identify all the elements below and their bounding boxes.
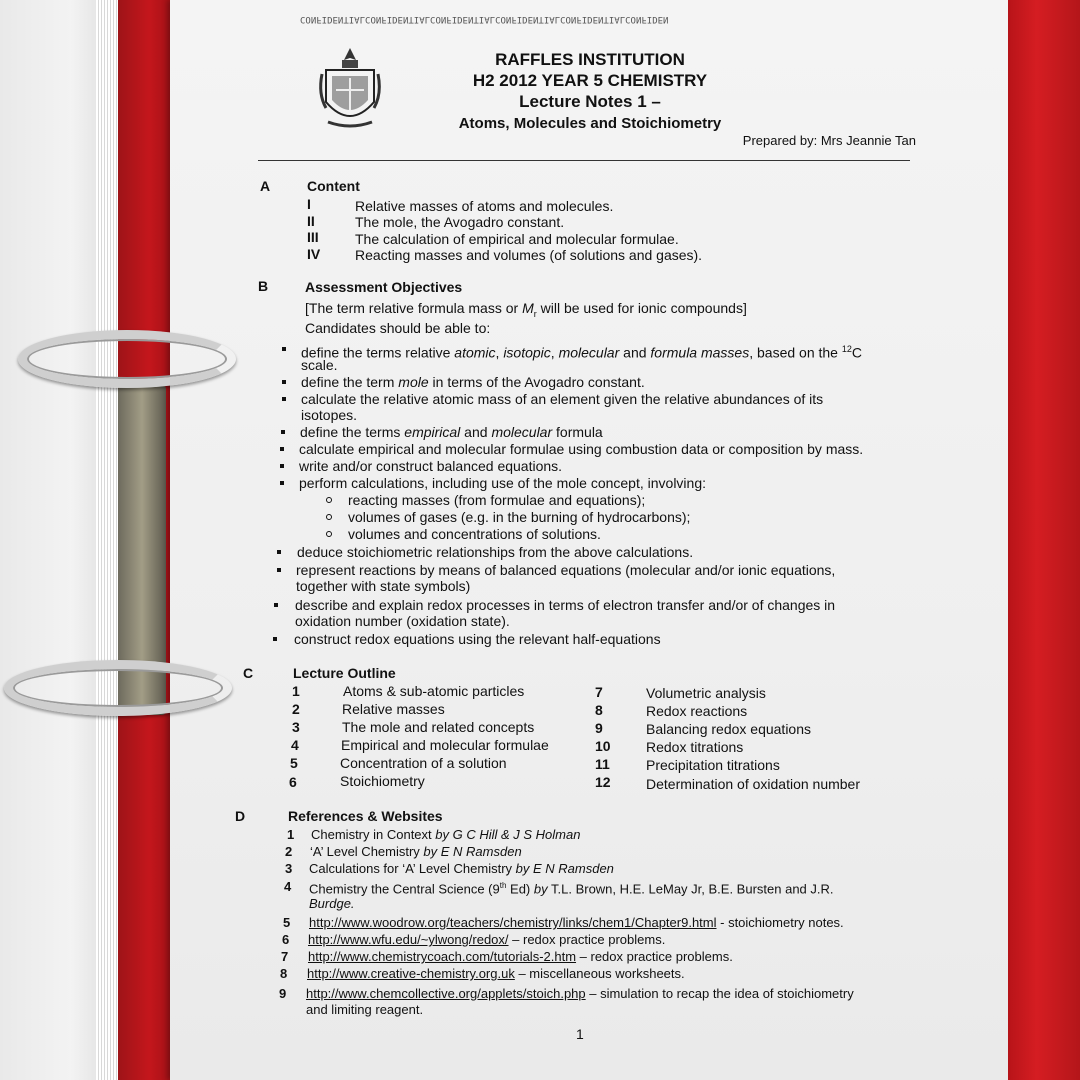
bullet bbox=[277, 550, 281, 554]
outline-num: 12 bbox=[595, 774, 611, 790]
objective-5: calculate empirical and molecular formulae using combustion data or composition by mass. bbox=[299, 441, 864, 457]
bullet bbox=[282, 397, 286, 401]
formula-mass-note: [The term relative formula mass or $M_r$ will be used for ionic compounds] bbox=[305, 300, 747, 319]
reference-6-link[interactable]: http://www.wfu.edu/~ylwong/redox/ bbox=[308, 932, 509, 947]
outline-item: Concentration of a solution bbox=[340, 755, 507, 771]
reference-1: Chemistry in Context by G C Hill & J S Holman bbox=[311, 827, 581, 842]
binder-ring-top bbox=[18, 330, 236, 388]
lecture-notes-title: Lecture Notes 1 – bbox=[519, 92, 661, 111]
objective-8: deduce stoichiometric relationships from the above calculations. bbox=[297, 544, 694, 560]
sub-bullet bbox=[326, 531, 332, 537]
confidential-stamp: CONFIDENTIALCONFIDENTIALCONFIDENTIALCONFIDENTIALCONFIDENTIALCONFIDEN bbox=[300, 14, 669, 24]
content-item: The mole, the Avogadro constant. bbox=[355, 214, 565, 230]
reference-4-cont: Burdge. bbox=[309, 896, 355, 911]
page-number: 1 bbox=[576, 1026, 584, 1042]
reference-num: 3 bbox=[285, 861, 293, 876]
objective-2: define the term mole in terms of the Avogadro constant. bbox=[301, 374, 645, 390]
reference-2: ‘A’ Level Chemistry by E N Ramsden bbox=[310, 844, 522, 859]
content-item: Relative masses of atoms and molecules. bbox=[355, 198, 614, 214]
outline-num: 11 bbox=[595, 756, 610, 772]
binder-cover-right bbox=[1008, 0, 1080, 1080]
outline-num: 3 bbox=[292, 719, 300, 735]
binder-ring-bottom bbox=[4, 660, 232, 716]
outline-item: Redox reactions bbox=[646, 703, 748, 719]
outline-item: Volumetric analysis bbox=[646, 685, 766, 701]
objective-1: define the terms relative atomic, isotopic, molecular and formula masses, based on the $^{12}$C bbox=[301, 344, 862, 361]
objective-9-cont: together with state symbols) bbox=[296, 578, 471, 594]
objective-11: construct redox equations using the relevant half-equations bbox=[294, 631, 661, 647]
outline-item: Redox titrations bbox=[646, 739, 744, 755]
outline-num: 7 bbox=[595, 684, 603, 700]
outline-num: 1 bbox=[292, 683, 300, 699]
content-item: Reacting masses and volumes (of solutions and gases). bbox=[355, 247, 703, 263]
bullet bbox=[282, 380, 286, 384]
bullet bbox=[280, 464, 284, 468]
bullet bbox=[282, 347, 286, 351]
bullet bbox=[273, 637, 277, 641]
outline-item: Stoichiometry bbox=[340, 773, 425, 789]
reference-num: 2 bbox=[285, 844, 293, 859]
outline-item: The mole and related concepts bbox=[342, 719, 535, 735]
reference-4: Chemistry the Central Science (9th Ed) by T.L. Brown, H.E. LeMay Jr, B.E. Bursten and J.R. bbox=[309, 881, 834, 897]
reference-9-cont: and limiting reagent. bbox=[306, 1002, 424, 1017]
section-c-letter: C bbox=[243, 665, 254, 681]
objective-7: perform calculations, including use of the mole concept, involving: bbox=[299, 475, 706, 491]
outline-num: 2 bbox=[292, 701, 300, 717]
bullet bbox=[280, 447, 284, 451]
reference-num: 6 bbox=[282, 932, 290, 947]
section-a-letter: A bbox=[260, 178, 271, 194]
content-item-num: II bbox=[307, 213, 315, 229]
outline-item: Precipitation titrations bbox=[646, 757, 780, 773]
topic-title: Atoms, Molecules and Stoichiometry bbox=[458, 115, 722, 132]
outline-item: Determination of oxidation number bbox=[646, 776, 861, 792]
section-d-title: References & Websites bbox=[288, 808, 443, 824]
reference-num: 8 bbox=[280, 966, 288, 981]
objective-3-cont: isotopes. bbox=[301, 407, 358, 423]
section-d-letter: D bbox=[235, 808, 246, 824]
bullet bbox=[277, 568, 281, 572]
reference-7-link[interactable]: http://www.chemistrycoach.com/tutorials-2.htm bbox=[308, 949, 577, 964]
section-a-title: Content bbox=[307, 178, 360, 194]
objective-7-sub-1: reacting masses (from formulae and equations); bbox=[348, 492, 646, 508]
reference-7: http://www.chemistrycoach.com/tutorials-2.htm – redox practice problems. bbox=[308, 949, 733, 964]
objective-4: define the terms empirical and molecular formula bbox=[300, 424, 603, 440]
objective-6: write and/or construct balanced equations. bbox=[299, 458, 563, 474]
reference-9-link[interactable]: http://www.chemcollective.org/applets/stoich.php bbox=[306, 986, 586, 1001]
outline-num: 5 bbox=[290, 755, 298, 771]
reference-5: http://www.woodrow.org/teachers/chemistry/links/chem1/Chapter9.html - stoichiometry notes. bbox=[309, 915, 844, 930]
document-page bbox=[170, 0, 1008, 1080]
outline-item: Empirical and molecular formulae bbox=[341, 737, 549, 753]
outline-item: Relative masses bbox=[342, 701, 445, 717]
content-item-num: I bbox=[307, 196, 311, 212]
objective-10-cont: oxidation number (oxidation state). bbox=[295, 613, 510, 629]
objective-7-sub-3: volumes and concentrations of solutions. bbox=[348, 526, 601, 542]
reference-3: Calculations for ‘A’ Level Chemistry by E N Ramsden bbox=[309, 861, 614, 876]
bullet bbox=[281, 430, 285, 434]
outline-num: 4 bbox=[291, 737, 299, 753]
outline-num: 10 bbox=[595, 738, 611, 754]
reference-8-link[interactable]: http://www.creative-chemistry.org.uk bbox=[307, 966, 515, 981]
objective-3: calculate the relative atomic mass of an element given the relative abundances of its bbox=[301, 391, 824, 407]
outline-num: 9 bbox=[595, 720, 603, 736]
outline-item: Balancing redox equations bbox=[646, 721, 812, 737]
reference-num: 7 bbox=[281, 949, 289, 964]
objective-7-sub-2: volumes of gases (e.g. in the burning of hydrocarbons); bbox=[348, 509, 691, 525]
sub-bullet bbox=[326, 497, 332, 503]
content-item-num: IV bbox=[307, 246, 321, 262]
objective-10: describe and explain redox processes in terms of electron transfer and/or of changes in bbox=[295, 597, 836, 613]
institution-title: RAFFLES INSTITUTION bbox=[495, 50, 685, 69]
reference-num: 4 bbox=[284, 879, 292, 894]
objective-1-cont: scale. bbox=[301, 357, 338, 373]
section-b-title: Assessment Objectives bbox=[305, 279, 463, 295]
content-item-num: III bbox=[307, 229, 319, 245]
objectives-intro: Candidates should be able to: bbox=[305, 320, 491, 336]
outline-item: Atoms & sub-atomic particles bbox=[343, 683, 525, 699]
bullet bbox=[280, 481, 284, 485]
reference-num: 9 bbox=[279, 986, 287, 1001]
bullet bbox=[274, 603, 278, 607]
crest-logo-icon bbox=[318, 44, 382, 132]
reference-num: 5 bbox=[283, 915, 291, 930]
header-divider bbox=[258, 160, 910, 161]
preparer: Prepared by: Mrs Jeannie Tan bbox=[742, 133, 916, 148]
course-title: H2 2012 YEAR 5 CHEMISTRY bbox=[472, 71, 708, 90]
content-item: The calculation of empirical and molecular formulae. bbox=[355, 231, 679, 247]
outline-num: 8 bbox=[595, 702, 603, 718]
reference-num: 1 bbox=[287, 827, 295, 842]
outline-num: 6 bbox=[289, 774, 297, 790]
section-b-letter: B bbox=[258, 278, 269, 294]
reference-8: http://www.creative-chemistry.org.uk – miscellaneous worksheets. bbox=[307, 966, 685, 981]
section-c-title: Lecture Outline bbox=[293, 665, 396, 681]
sub-bullet bbox=[326, 514, 332, 520]
objective-9: represent reactions by means of balanced equations (molecular and/or ionic equations, bbox=[296, 562, 836, 578]
reference-9: http://www.chemcollective.org/applets/stoich.php – simulation to recap the idea of stoichiometry bbox=[306, 986, 854, 1001]
reference-6: http://www.wfu.edu/~ylwong/redox/ – redox practice problems. bbox=[308, 932, 666, 947]
reference-5-link[interactable]: http://www.woodrow.org/teachers/chemistry/links/chem1/Chapter9.html bbox=[309, 915, 717, 930]
